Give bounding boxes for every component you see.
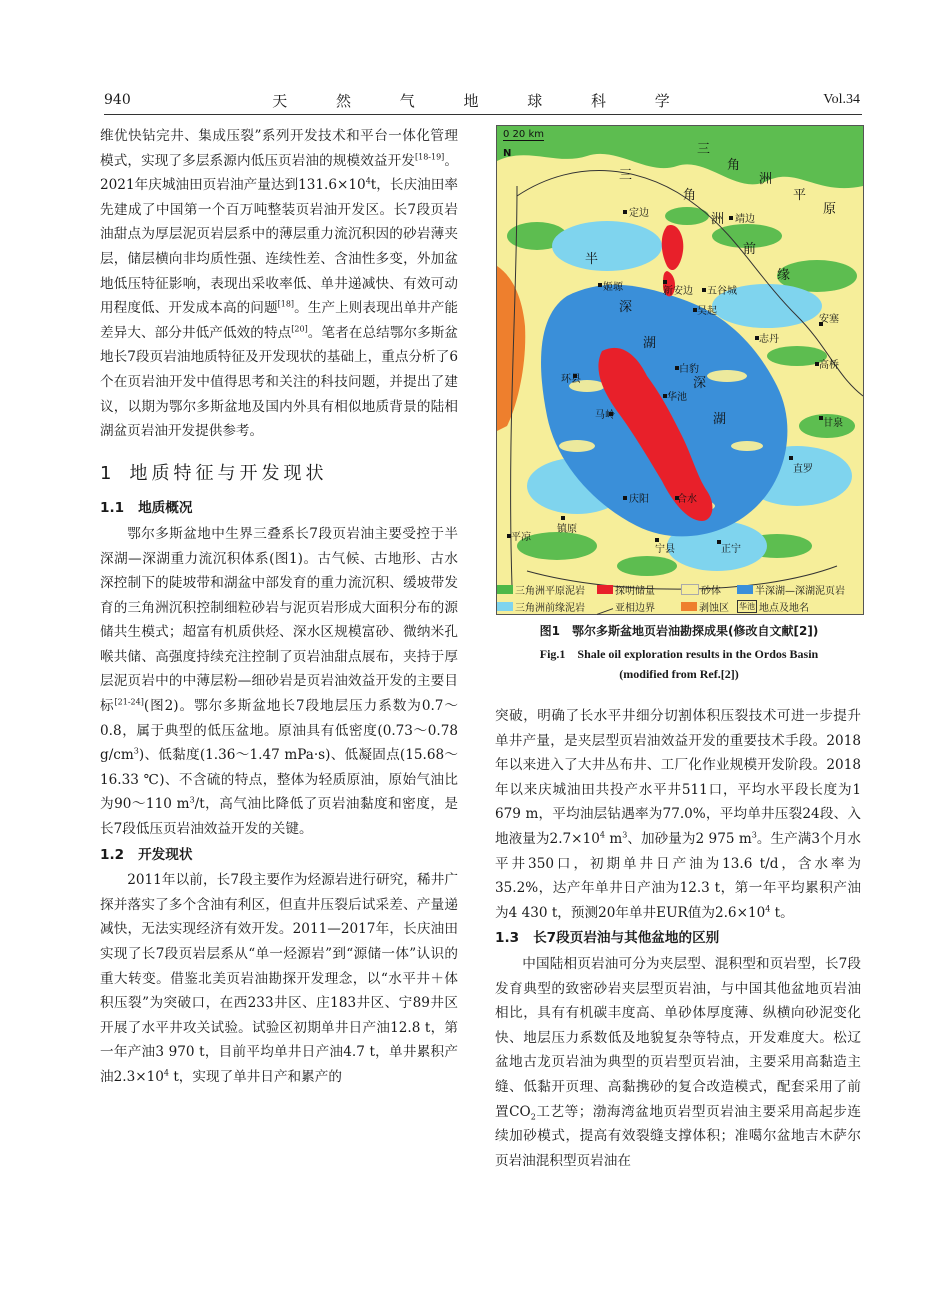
region-label: 前 [743,242,757,257]
place-label: 高桥 [819,360,839,371]
legend-item: 华池 地点及地名 [739,602,809,614]
region-label: 深 [619,300,633,315]
region-label: 原 [823,202,837,217]
legend-item: 半深湖—深湖泥页岩 [737,582,861,597]
paragraph: 2011年以前，长7段主要作为烃源岩进行研究，稀井广探并落实了多个含油有利区，但直井压裂后试采差、产量递减快，无法实现经济有效开发。2011—2017年，长庆油田实现了长7段页岩层系从“单一烃源岩”到“源储一体”认识的重大转变。借鉴北美页岩油勘探开发理念，以“水平井＋体积压裂”为突破口，在西233井区、庄183井区、宁89井区开展了水平井攻关试验。试验区初期单井日产油12.8 t，第一年产油3 970 t，目前平均单井日产油4.7 t，单井累积产油$2.3\times 10^4$ t，实现了单井日产和累产的 [100,872,458,1085]
place-label: 白豹 [679,364,699,375]
region-label: 湖 [713,412,727,427]
figure-caption-cn: 图1 鄂尔多斯盆地页岩油勘探成果(修改自文献[2]) [539,624,819,638]
region-label: 角 [683,188,697,203]
place-label: 姬塬 [603,282,623,293]
region-label: 洲 [711,212,725,227]
place-label: 正宁 [721,544,741,555]
region-label: 洲 [759,172,773,187]
paragraph: 维优快钻完井、集成压裂”系列开发技术和平台一体化管理模式，实现了多层系源内低压页岩油的规模效益开发[18-19]。2021年庆城油田页岩油产量达到$131.6\times 10^4t$，长庆油田率先建成了中国第一个百万吨整装页岩油开发区。长7段页岩油甜点为厚层泥页岩层系中的薄层重力流沉积因的砂岩薄夹层，储层横向非均质性强、连续性差、含油性多变，外加盆地低压特征影响，表现出采收率低、单井递减快、有效可动用程度低、开发成本高的问题[18]。生产上则表现出单井产能差异大、部分井低产低效的特点[20]。笔者在总结鄂尔多斯盆地长7段页岩油地质特征及开发现状的基础上，重点分析了6个在页岩油开发中值得思考和关注的科技问题，并提出了建议，以期为鄂尔多斯盆地及国内外具有相似地质背景的陆相湖盆页岩油开发提供参考。 [100,128,459,440]
volume-label: Vol.34 [823,92,860,107]
legend-item: 探明储量 [597,582,681,597]
place-label: 直罗 [793,464,813,475]
place-label: 定边 [629,208,649,219]
scale-bar-label: 0 20 km [503,129,544,140]
place-label: 宁县 [655,544,675,555]
legend-item: 三角洲前缘泥岩 [497,599,597,614]
north-arrow: N [503,148,512,159]
header-rule [104,114,862,115]
place-label: 镇原 [557,524,577,535]
place-label: 安塞 [819,314,839,325]
section-heading-1-1: 1.1 地质概况 [100,500,193,517]
paragraph: 突破，明确了长水平井细分切割体积压裂技术可进一步提升单井产量，是夹层型页岩油效益开发的重要技术手段。2018年以来进入了大井丛布井、工厂化作业规模开发阶段。2018年以来庆城油田共投产水平井511口，平均水平段长度为1 679 m，平均油层钻遇率为77.0%，平均单井压裂24段、入地液量为$2.7\times 10^4$ $m^3$、加砂量为2 975 $m^3$。生产满3个月水平井350口，初期单井日产油为13.6 t/d，含水率为35.2%，达产年单井日产油为12.3 t，第一年平均累积产油为4 430 t，预测20年单井EUR值为$2.6\times 10^4$ t。 [495,708,861,921]
place-label: 甘泉 [823,418,843,429]
place-label: 庆阳 [629,494,649,505]
right-column [495,704,861,1173]
paragraph: 中国陆相页岩油可分为夹层型、混积型和页岩型，长7段发育典型的致密砂岩夹层型页岩油，与中国其他盆地页岩油相比，具有有机碳丰度高、单砂体厚度薄、纵横向砂泥变化快、地层压力系数低及地貌复杂等特点，开发难度大。松辽盆地古龙页岩油为典型的页岩型页岩油，主要采用高黏造主缝、低黏开页理、高黏携砂的复合改造模式，配套采用了前置$CO_2$工艺等；渤海湾盆地页岩型页岩油主要采用高起步连续加砂模式，提高有效裂缝支撑体积；准噶尔盆地吉木萨尔页岩油混积型页岩油在 [495,955,861,1169]
place-label: 平凉 [511,532,531,543]
place-label: 五谷城 [707,286,737,297]
figure-map [496,125,864,615]
section-heading-1: 1 地质特征与开发现状 [100,462,328,484]
figure-caption-en: Fig.1 Shale oil exploration results in the Ordos Basin (modified from Ref.[2]) [539,647,819,681]
region-label: 角 [727,158,741,173]
region-label: 三 [619,168,633,183]
region-label: 平 [793,188,807,203]
region-label: 深 [693,376,707,391]
legend-item: 三角洲平原泥岩 [497,582,597,597]
place-label: 马岭 [595,410,615,421]
page-number: 940 [104,92,131,108]
paragraph: 鄂尔多斯盆地中生界三叠系长7段页岩油主要受控于半深湖—深湖重力流沉积体系(图1)。古气候、古地形、古水深控制下的陡坡带和湖盆中部发育的重力流沉积、缓坡带发育的三角洲沉积控制细粒砂岩与泥页岩形成大面积分布的源储共生模式；超富有机质供烃、深水区规模富砂、微纳米孔喉共储、高强度持续充注控制了页岩油甜点展布，夹持于厚层泥页岩中的中薄层粉—细砂岩是页岩油效益开发的主要目标[21-24](图2)。鄂尔多斯盆地长7段地层压力系数为0.7～0.8，属于典型的低压盆地。原油具有低密度(0.73～0.78 $g/cm^3$)、低黏度(1.36～1.47 mPa·s)、低凝固点(15.68～16.33 ℃)、不含硫的特点，整体为轻质原油，原始气油比为90～110 $m^3/t$，高气油比降低了页岩油黏度和密度，是长7段低压页岩油效益开发的关键。 [100,525,458,838]
region-label: 湖 [643,336,657,351]
region-label: 半 [585,252,599,267]
journal-title: 天 然 气 地 球 科 学 [272,92,692,110]
legend-item: 亚相边界 [597,599,681,614]
place-label: 环县 [561,374,581,385]
figure-legend [497,582,861,614]
place-label: 华池 [667,392,687,403]
place-label: 志丹 [759,334,779,345]
place-label: 合水 [677,494,697,505]
section-heading-1-2: 1.2 开发现状 [100,846,193,863]
region-label: 缘 [777,268,791,283]
legend-item: 剥蚀区 [681,599,737,614]
place-label: 新安边 [663,286,693,297]
place-label: 靖边 [735,214,755,225]
section-heading-1-3: 1.3 长7段页岩油与其他盆地的区别 [495,930,720,947]
running-header [104,88,860,114]
legend-item: 砂体 [681,582,737,597]
left-column [100,124,458,1090]
region-label: 三 [697,142,711,157]
place-label: 吴起 [697,306,717,317]
